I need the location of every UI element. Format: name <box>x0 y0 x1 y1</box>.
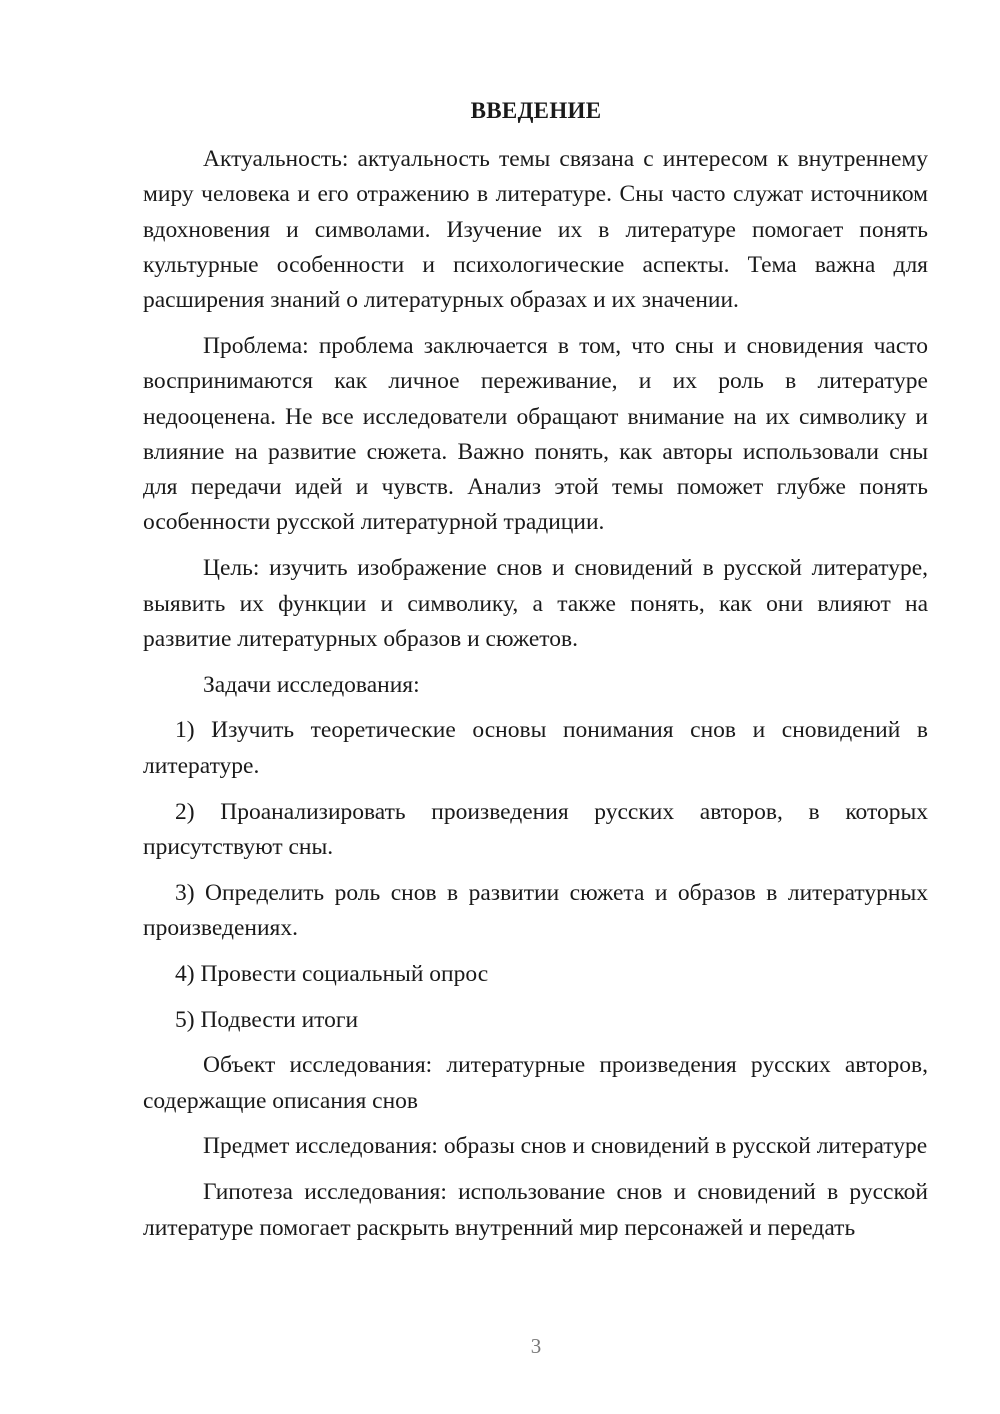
task-item-5: 5) Подвести итоги <box>175 1006 359 1033</box>
paragraph-subject: Предмет исследования: образы снов и сновидений в русской литературе <box>203 1133 928 1160</box>
paragraph-relevance: Актуальность: актуальность темы связана с интересом к внутреннему миру человека и его отражению в литературе. Сны часто служат источником вдохновения и символами. Изучение их в литературе помогает понять культурные особенности и психологические аспекты. Тема важна для расширения знаний о литературных образах и их значении. <box>143 146 928 314</box>
page-title: ВВЕДЕНИЕ <box>470 98 602 123</box>
paragraph-hypothesis: Гипотеза исследования: использование снов и сновидений в русской литературе помогает раскрыть внутренний мир персонажей и передать <box>143 1179 928 1241</box>
page-number: 3 <box>530 1334 542 1358</box>
paragraph-tasks-heading: Задачи исследования: <box>203 671 420 698</box>
paragraph-object: Объект исследования: литературные произведения русских авторов, содержащие описания снов <box>143 1052 928 1114</box>
paragraph-problem: Проблема: проблема заключается в том, что сны и сновидения часто воспринимаются как личное переживание, и их роль в литературе недооценена. Не все исследователи обращают внимание на их символику и влияние на развитие сюжета. Важно понять, как авторы использовали сны для передачи идей и чувств. Анализ этой темы поможет глубже понять особенности русской литературной традиции. <box>143 332 928 536</box>
task-item-4: 4) Провести социальный опрос <box>175 960 489 987</box>
task-item-3: 3) Определить роль снов в развитии сюжета и образов в литературных произведениях. <box>143 879 928 941</box>
paragraph-goal: Цель: изучить изображение снов и сновидений в русской литературе, выявить их функции и символику, а также понять, как они влияют на развитие литературных образов и сюжетов. <box>143 555 928 652</box>
document-body <box>143 142 928 1256</box>
task-item-2: 2) Проанализировать произведения русских авторов, в которых присутствуют сны. <box>143 798 928 860</box>
task-item-1: 1) Изучить теоретические основы понимания снов и сновидений в литературе. <box>143 717 928 779</box>
